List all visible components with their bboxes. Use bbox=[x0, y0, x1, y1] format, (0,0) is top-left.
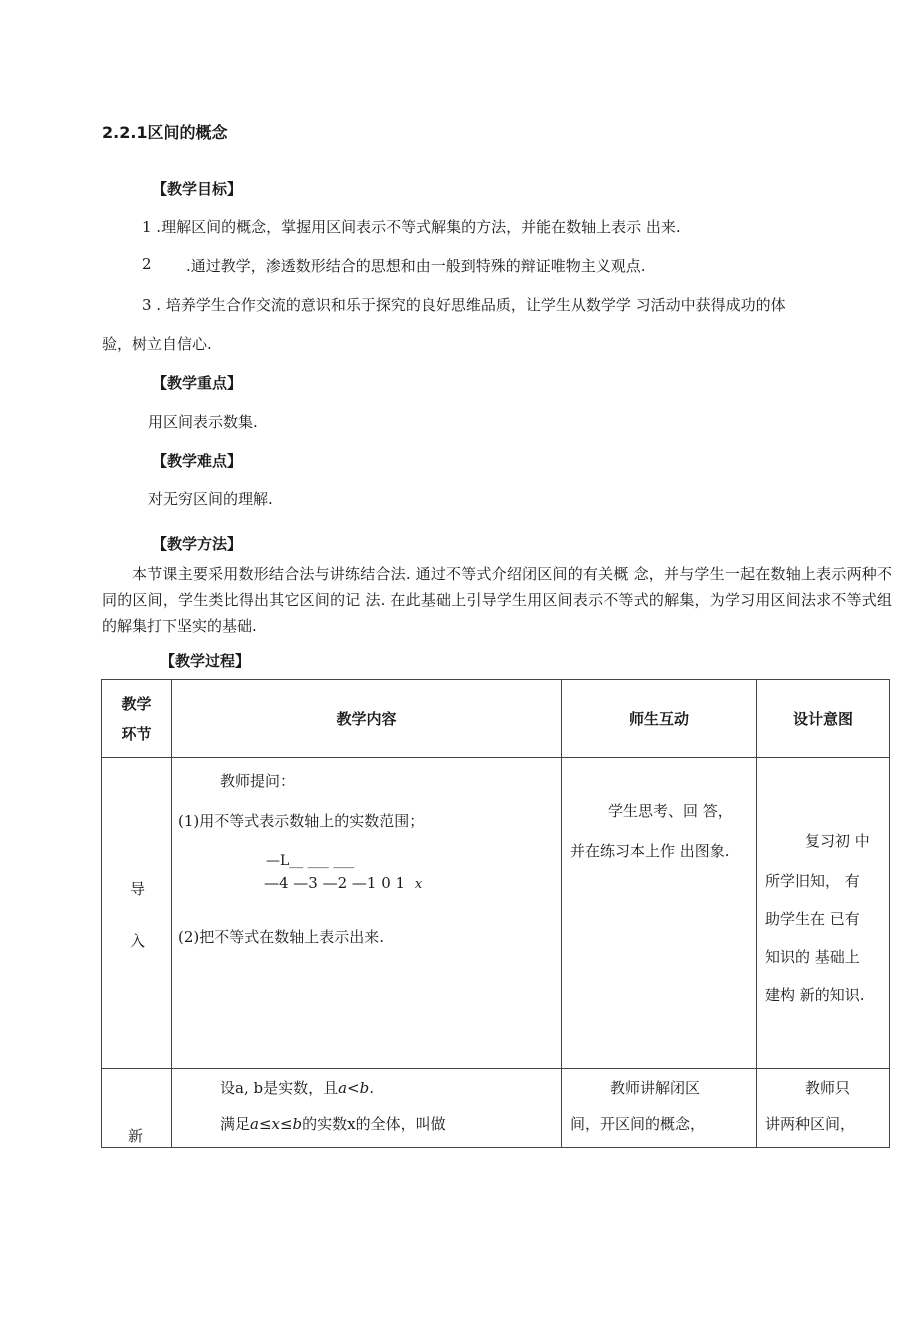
interaction-intro-line1: 学生思考、回 答， bbox=[608, 802, 733, 820]
number-axis-ticks: —4 —3 —2 —1 0 1 bbox=[264, 874, 406, 892]
header-interaction: 师生互动 bbox=[562, 680, 757, 758]
cell-content-new bbox=[172, 1069, 562, 1148]
content-intro-question: 教师提问： bbox=[220, 772, 296, 790]
content-intro-item1: (1)用不等式表示数轴上的实数范围； bbox=[178, 812, 425, 830]
content-new-line2 bbox=[220, 1113, 446, 1134]
header-intent: 设计意图 bbox=[757, 680, 890, 758]
process-heading: 【教学过程】 bbox=[160, 652, 251, 670]
objective-3-line2: 验，树立自信心. bbox=[102, 335, 212, 353]
method-heading: 【教学方法】 bbox=[152, 535, 243, 553]
table-row-new bbox=[102, 1069, 890, 1148]
header-stage bbox=[102, 680, 172, 758]
intent-intro-line3: 助学生在 已有 bbox=[765, 910, 860, 928]
intent-intro-line5: 建构 新的知识. bbox=[765, 986, 865, 1004]
objective-2-text: .通过教学，渗透数形结合的思想和由一般到特殊的辩证唯物主义观点. bbox=[186, 257, 646, 275]
cell-interaction-new bbox=[562, 1069, 757, 1148]
objective-2-number: 2 bbox=[142, 255, 152, 273]
intent-intro-line4: 知识的 基础上 bbox=[765, 948, 860, 966]
method-text: 本节课主要采用数形结合法与讲练结合法. 通过不等式介绍闭区间的有关概 念，并与学生一起在数轴上表示两种不同的区间，学生类比得出其它区间的记 法. 在此基础上引导学生用区间表示不等式的解集，为学习用区间法求不等式组 的解集打下坚实的基础. bbox=[102, 565, 892, 635]
table-row-intro bbox=[102, 758, 890, 1069]
content-new-line2-prefix: 满足 bbox=[220, 1115, 251, 1133]
content-new-line1-text: 设a, b是实数，且 bbox=[220, 1079, 339, 1097]
intent-new-line2: 讲两种区间， bbox=[765, 1115, 856, 1133]
content-new-line2-formula: a≤x≤b bbox=[250, 1115, 303, 1133]
content-new-line1 bbox=[220, 1077, 374, 1098]
header-stage-line2: 环节 bbox=[121, 724, 152, 743]
header-content: 教学内容 bbox=[172, 680, 562, 758]
teaching-process-table bbox=[101, 679, 890, 1148]
interaction-intro-line2: 并在练习本上作 出图象. bbox=[570, 842, 730, 860]
stage-intro-line2: 入 bbox=[130, 932, 146, 950]
objective-1: 1 .理解区间的概念，掌握用区间表示不等式解集的方法，并能在数轴上表示 出来. bbox=[142, 218, 681, 236]
difficulty-heading: 【教学难点】 bbox=[152, 452, 243, 470]
number-axis-labels bbox=[264, 874, 422, 892]
content-intro-item2: (2)把不等式在数轴上表示出来. bbox=[178, 928, 385, 946]
intent-intro-line1: 复习初 中 bbox=[805, 832, 870, 850]
difficulty-text: 对无穷区间的理解. bbox=[148, 490, 273, 508]
interaction-new-line2: 间，开区间的概念， bbox=[570, 1115, 706, 1133]
page-title: 2.2.1区间的概念 bbox=[102, 123, 228, 142]
content-new-line1-formula: a<b. bbox=[338, 1079, 374, 1097]
interaction-new-line1: 教师讲解闭区 bbox=[610, 1079, 701, 1097]
objective-3-line1: 3 . 培养学生合作交流的意识和乐于探究的良好思维品质，让学生从数学学 习活动中获得成功的体 bbox=[142, 296, 786, 314]
cell-stage-intro bbox=[102, 758, 172, 1069]
key-point-text: 用区间表示数集. bbox=[148, 413, 258, 431]
number-axis-x: x bbox=[414, 877, 423, 892]
cell-stage-new bbox=[102, 1069, 172, 1148]
content-new-line2-suffix: 的实数x的全体，叫做 bbox=[302, 1115, 446, 1133]
cell-intent-intro bbox=[757, 758, 890, 1069]
intent-intro-line2: 所学旧知， 有 bbox=[765, 872, 860, 890]
intent-new-line1: 教师只 bbox=[805, 1079, 851, 1097]
stage-new: 新 bbox=[128, 1127, 144, 1145]
objectives-heading: 【教学目标】 bbox=[152, 180, 243, 198]
number-axis-top: —L__ ___ ___ bbox=[266, 853, 355, 869]
key-point-heading: 【教学重点】 bbox=[152, 374, 243, 392]
cell-intent-new bbox=[757, 1069, 890, 1148]
cell-interaction-intro bbox=[562, 758, 757, 1069]
cell-content-intro bbox=[172, 758, 562, 1069]
stage-intro-line1: 导 bbox=[130, 880, 146, 898]
table-header-row bbox=[102, 680, 890, 758]
header-stage-line1: 教学 bbox=[121, 694, 152, 713]
